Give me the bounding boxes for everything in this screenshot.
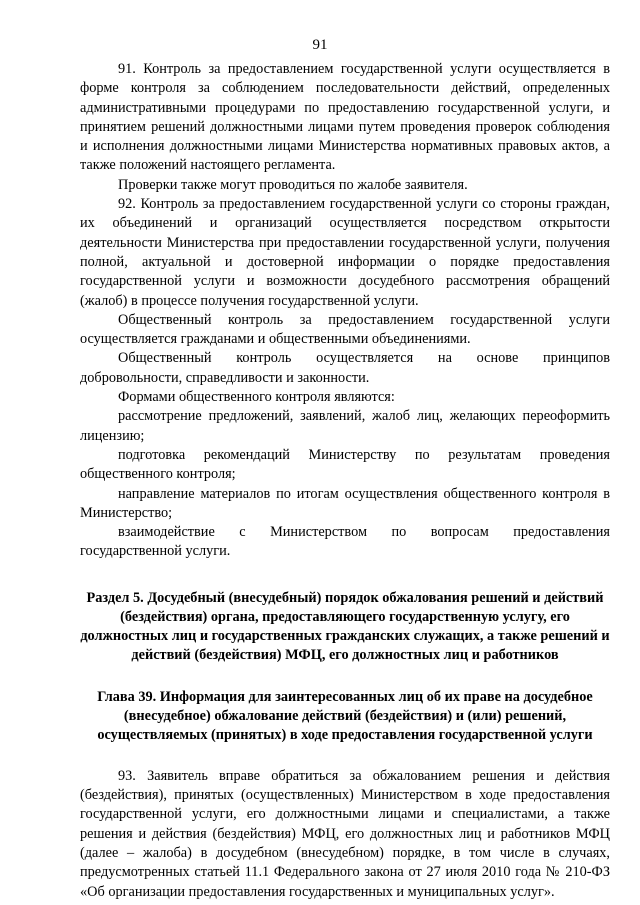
paragraph-92: 92. Контроль за предоставлением государственной услуги со стороны граждан, их объединений и организаций осуществляется посредством открытости деятельности Министерства при предоставлении государственной услуги, получения полной, актуальной и достоверной информации о порядке предоставления государственной услуги и возможности досудебного рассмотрения обращений (жалоб) в процессе получения государственной услуги. xyxy=(80,196,610,309)
section-heading: Раздел 5. Досудебный (внесудебный) порядок обжалования решений и действий (бездействия) органа, предоставляющего государственную услугу, его должностных лиц и государственных гражданских служащих, а также решений и действий (бездействия) МФЦ, его должностных лиц и работников xyxy=(80,589,610,663)
paragraph-93: 93. Заявитель вправе обратиться за обжалованием решения и действия (бездействия), принятых (осуществленных) Министерством в ходе предоставления государственной услуги, его должностными лицами и специалистами, а также решения и действия (бездействия) МФЦ, его должностных лиц и работников МФЦ (далее – жалоба) в досудебном (внесудебном) порядке, в том числе в случаях, предусмотренных статьей 11.1 Федерального закона от 27 июля 2010 года № 210-ФЗ «Об организации предоставления государственных и муниципальных услуг». xyxy=(80,767,610,900)
list-item-interaction: взаимодействие с Министерством по вопросам предоставления государственной услуги. xyxy=(80,524,610,560)
paragraph-complaint-checks: Проверки также могут проводиться по жалобе заявителя. xyxy=(118,176,468,193)
document-body xyxy=(80,60,610,902)
paragraph-91: 91. Контроль за предоставлением государственной услуги осуществляется в форме контроля за соблюдением последовательности действий, определенных административными процедурами по предоставлению государственной услуги, и принятием решений должностными лицами путем проведения проверок соблюдения и исполнения должностными лицами Министерства нормативных правовых актов, а также положений настоящего регламента. xyxy=(80,61,610,174)
list-item-recommendations: подготовка рекомендаций Министерству по результатам проведения общественного контроля; xyxy=(80,446,610,483)
list-item-materials: направление материалов по итогам осуществления общественного контроля в Министерство; xyxy=(80,485,610,521)
paragraph-public-control-principles: Общественный контроль осуществляется на основе принципов добровольности, справедливости и законности. xyxy=(80,350,610,386)
paragraph-forms-intro: Формами общественного контроля являются: xyxy=(118,389,395,406)
paragraph-public-control: Общественный контроль за предоставлением государственной услуги осуществляется гражданами и общественными объединениями. xyxy=(80,311,610,348)
chapter-heading: Глава 39. Информация для заинтересованных лиц об их праве на досудебное (внесудебное) обжалование действий (бездействия) и (или) решений, осуществляемых (принятых) в ходе предоставления государственной услуги xyxy=(97,688,593,743)
page-number: 91 xyxy=(312,37,328,53)
list-item-consideration: рассмотрение предложений, заявлений, жалоб лиц, желающих переоформить лицензию; xyxy=(80,408,610,444)
